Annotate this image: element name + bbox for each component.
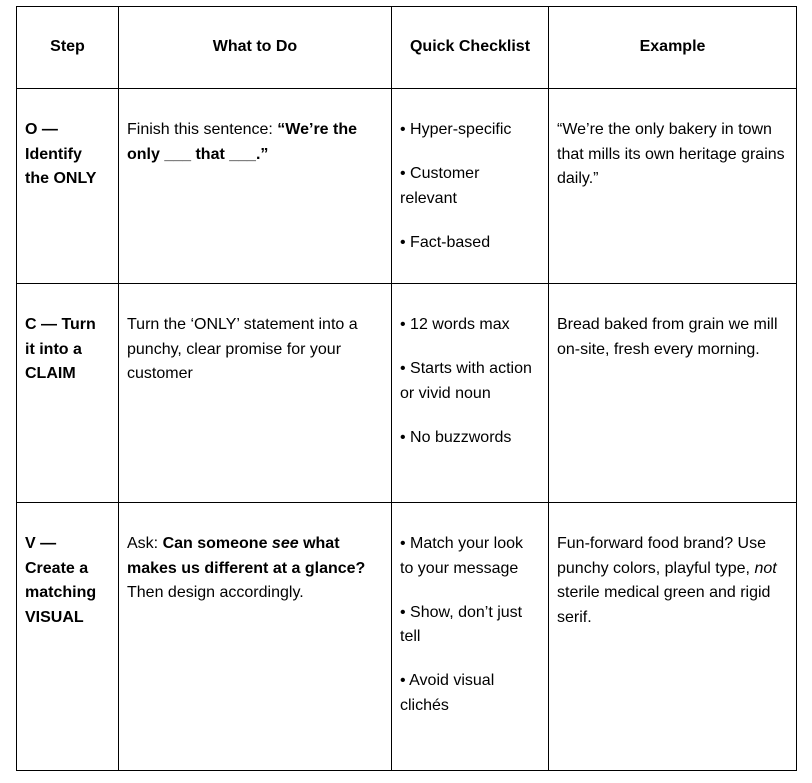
what-text — [119, 89, 391, 167]
header-row — [17, 7, 797, 89]
example-part-1: Fun-forward food brand? Use punchy colors, playful type, — [557, 535, 766, 577]
example-italic: not — [754, 559, 777, 577]
checklist-item: • Match your look to your message — [400, 535, 523, 577]
what-text-bold: “We’re the only ___ that ___.” — [127, 121, 358, 163]
step-cell — [17, 284, 119, 503]
table-row — [17, 284, 797, 503]
header-what-to-do: What to Do — [119, 7, 392, 89]
example-cell — [549, 284, 797, 503]
step-label: O — Identify the ONLY — [25, 121, 97, 187]
what-text: Turn the ‘ONLY’ statement into a punchy, clear promise for your customer — [127, 316, 358, 382]
checklist-cell — [392, 284, 549, 503]
checklist-item: • Starts with action or vivid noun — [400, 360, 532, 402]
header-quick-checklist: Quick Checklist — [392, 7, 549, 89]
header-example: Example — [549, 7, 797, 89]
header-step: Step — [17, 7, 119, 89]
what-text-plain: Finish this sentence: — [127, 121, 278, 138]
example-cell — [549, 503, 797, 771]
checklist-cell — [392, 503, 549, 771]
what-bold-italic: see — [271, 535, 299, 552]
example-part-2: sterile medical green and rigid serif. — [557, 584, 771, 626]
checklist-item: • No buzzwords — [400, 428, 512, 446]
what-cell — [119, 89, 392, 284]
what-suffix: Then design accordingly. — [127, 584, 304, 601]
what-text — [119, 503, 391, 606]
checklist-cell — [392, 89, 549, 284]
what-bold-1: Can someone — [162, 535, 272, 552]
step-cell — [17, 503, 119, 771]
guide-table — [16, 6, 797, 771]
checklist-item: • Show, don’t just tell — [400, 603, 523, 645]
step-label: C — Turn it into a CLAIM — [25, 316, 96, 382]
checklist-item: • Fact-based — [400, 233, 491, 251]
step-cell — [17, 89, 119, 284]
what-prefix: Ask: — [127, 535, 163, 552]
what-cell — [119, 503, 392, 771]
table-row — [17, 503, 797, 771]
example-text: Bread baked from grain we mill on-site, fresh every morning. — [557, 316, 778, 358]
what-cell — [119, 284, 392, 503]
step-label: V — Create a matching VISUAL — [25, 535, 97, 626]
example-cell — [549, 89, 797, 284]
example-text: “We’re the only bakery in town that mills its own heritage grains daily.” — [557, 121, 785, 187]
example-text — [549, 503, 796, 630]
checklist-item: • 12 words max — [400, 316, 510, 333]
checklist-item: • Avoid visual clichés — [400, 672, 495, 714]
checklist-item: • Hyper-specific — [400, 121, 512, 138]
checklist-item: • Customer relevant — [400, 165, 480, 207]
what-bold-2: what makes us different at a glance? — [127, 535, 366, 577]
table-row — [17, 89, 797, 284]
